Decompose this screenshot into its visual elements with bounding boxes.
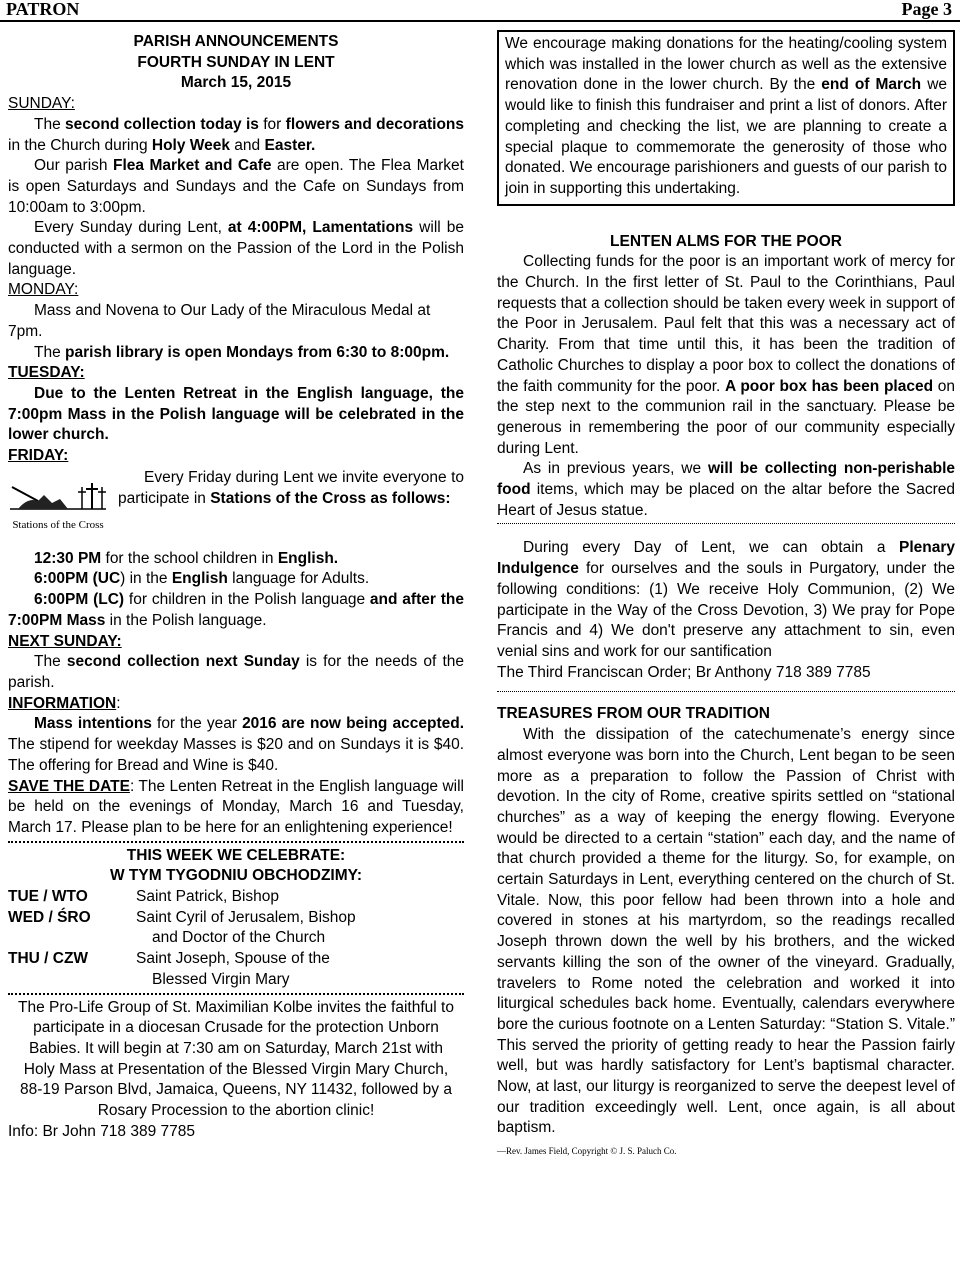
divider bbox=[497, 523, 955, 524]
save-the-date-paragraph: SAVE THE DATE: The Lenten Retreat in the English language will be held on the evenings of Monday, March 16 and Tuesday, March 17. Please plan to be here for an enlightening experience! bbox=[8, 777, 464, 836]
page-number: Page 3 bbox=[901, 0, 952, 19]
stations-block bbox=[8, 467, 464, 549]
franciscan-order-contact: The Third Franciscan Order; Br Anthony 718 389 7785 bbox=[497, 663, 871, 681]
mass-intentions-paragraph: Mass intentions for the year 2016 are now being accepted. The stipend for weekday Masses is $20 and on Sundays it is $40. The offering for Bread and Wine is $40. bbox=[8, 715, 464, 774]
stations-paragraph: Every Friday during Lent we invite everyone to participate in Stations of the Cross as follows: bbox=[118, 468, 464, 507]
celebrate-row-continued: Blessed Virgin Mary bbox=[152, 970, 290, 988]
copyright-credit: —Rev. James Field, Copyright © J. S. Paluch Co. bbox=[497, 1146, 677, 1157]
stations-time-polish: 6:00PM (LC) for children in the Polish language and after the 7:00PM Mass in the Polish language. bbox=[8, 591, 464, 629]
tuesday-heading: TUESDAY: bbox=[8, 364, 85, 382]
right-column bbox=[497, 30, 955, 1162]
celebrate-row: THU / CZW Saint Joseph, Spouse of the bbox=[8, 950, 330, 968]
stations-caption: Stations of the Cross bbox=[12, 518, 104, 531]
stations-time-english-children: 12:30 PM for the school children in English. bbox=[34, 549, 339, 567]
divider bbox=[8, 993, 464, 995]
library-paragraph: The parish library is open Mondays from 6:30 to 8:00pm. bbox=[34, 343, 450, 361]
donations-box: We encourage making donations for the heating/cooling system which was installed in the lower church as well as the extensive renovation done in the lower church. By the end of March we would like to finish this fundraiser and print a list of donors. After completing and checking the list, we are planning to create a special plaque to commemorate the generosity of those who donated. We encourage parishioners and guests of our parish to join in supporting this undertaking. bbox=[497, 30, 955, 206]
announcements-title: PARISH ANNOUNCEMENTS bbox=[133, 33, 339, 50]
food-collection-paragraph: As in previous years, we will be collecting non-perishable food items, which may be placed on the altar before the Sacred Heart of Jesus statue. bbox=[497, 460, 955, 519]
next-sunday-heading: NEXT SUNDAY: bbox=[8, 632, 122, 650]
treasures-paragraph: With the dissipation of the catechumenate’s energy since almost everyone was born into the Church, Lent began to be seen more as a preparation to follow the Passion of Christ with devotion. In the city of Rome, creative spirits settled on “stational churches” as a way of keeping the energy flowing. Everyone would be directed to a certain “station” each day, and the name of that church provided a theme for the liturgy. So, for example, on certain Saturdays in Lent, everything centered on the church of St. Vitale. Now, this poor fellow had been thrown into a hole and covered in stones at his martyrdom, so the readings recalled Joseph thrown down the well by his brothers, and the wicked servants killing the son of the owner of the vineyard. Gradually, travelers to Rome noted the celebration and worked it into liturgical schedules back home. Eventually, calendars everywhere bore the curious footnote on a Lenten Saturday: “Station S. Vitale.” This served the priority of getting ready to hear the Passion fairly well, but was hardly satisfactory for Lent’s baptismal character. Now, at last, our liturgy is reorganized to serve the deepest level of our tradition exceedingly well. Lent, once again, is all about baptism. bbox=[497, 726, 955, 1137]
lenten-alms-title: LENTEN ALMS FOR THE POOR bbox=[610, 232, 842, 250]
divider bbox=[497, 691, 955, 692]
treasures-title: TREASURES FROM OUR TRADITION bbox=[497, 705, 770, 723]
sunday-heading: SUNDAY: bbox=[8, 95, 75, 113]
next-collection-paragraph: The second collection next Sunday is for the needs of the parish. bbox=[8, 653, 465, 691]
celebrate-title-english: THIS WEEK WE CELEBRATE: bbox=[126, 846, 346, 864]
newsletter-name: PATRON bbox=[6, 0, 80, 19]
pro-life-info: Info: Br John 718 389 7785 bbox=[8, 1122, 196, 1140]
celebrate-row-continued: and Doctor of the Church bbox=[152, 929, 326, 947]
sunday-in-lent-title: FOURTH SUNDAY IN LENT bbox=[137, 53, 335, 71]
page-header bbox=[0, 0, 960, 22]
celebrate-row: TUE / WTO Saint Patrick, Bishop bbox=[8, 888, 280, 906]
stations-of-the-cross-image bbox=[8, 473, 108, 535]
lenten-alms-paragraph: Collecting funds for the poor is an important work of mercy for the Church. In the first letter of St. Paul to the Corinthians, Paul requests that a collection should be taken every week in support of the Poor in Jerusalem. Paul felt that this was a necessary act of Charity. From that time until this, it has been the tradition of Catholic Churches to display a poor box to collect the donations of the faith community for the poor. A poor box has been placed on the step next to the communion rail in the sanctuary. Please be generous in remembering the poor of our community especially during Lent. bbox=[497, 253, 955, 457]
novena-paragraph: Mass and Novena to Our Lady of the Miraculous Medal at 7pm. bbox=[8, 302, 431, 340]
information-heading: INFORMATION: bbox=[8, 694, 121, 712]
divider bbox=[8, 841, 464, 843]
sunday-collection-paragraph: The second collection today is for flowers and decorations in the Church during Holy Week and Easter. bbox=[8, 115, 465, 154]
pro-life-paragraph: The Pro-Life Group of St. Maximilian Kolbe invites the faithful to participate in a diocesan Crusade for the protection Unborn Babies. It will begin at 7:30 am on Saturday, March 21st with Holy Mass at Presentation of the Blessed Virgin Mary Church, 88-19 Parson Blvd, Jamaica, Queens, NY 11432, followed by a Rosary Procession to the abortion clinic! bbox=[18, 998, 454, 1120]
monday-heading: MONDAY: bbox=[8, 281, 79, 299]
retreat-mass-paragraph: Due to the Lenten Retreat in the English language, the 7:00pm Mass in the Polish language will be celebrated in the lower church. bbox=[8, 384, 464, 444]
stations-time-english-adults: 6:00PM (UC) in the English language for Adults. bbox=[34, 570, 370, 588]
celebrate-row: WED / ŚRO Saint Cyril of Jerusalem, Bishop bbox=[8, 908, 356, 926]
bulletin-date: March 15, 2015 bbox=[180, 74, 292, 92]
plenary-indulgence-paragraph: During every Day of Lent, we can obtain a Plenary Indulgence for ourselves and the souls in Purgatory, under the following conditions: (1) We receive Holy Communion, (2) We participate in the Way of the Cross Devotion, 3) We pray for Pope Francis and 4) We don't preserve any attachment to sin, even venial sins and work for our santification bbox=[497, 539, 955, 660]
lamentations-paragraph: Every Sunday during Lent, at 4:00PM, Lamentations will be conducted with a sermon on the Passion of the Lord in the Polish language. bbox=[8, 219, 464, 278]
flea-market-paragraph: Our parish Flea Market and Cafe are open. The Flea Market is open Saturdays and Sundays and the Cafe on Sundays from 10:00am to 3:00pm. bbox=[8, 157, 464, 216]
celebrate-title-polish: W TYM TYGODNIU OBCHODZIMY: bbox=[110, 867, 362, 885]
left-column bbox=[8, 32, 464, 1142]
friday-heading: FRIDAY: bbox=[8, 447, 69, 465]
